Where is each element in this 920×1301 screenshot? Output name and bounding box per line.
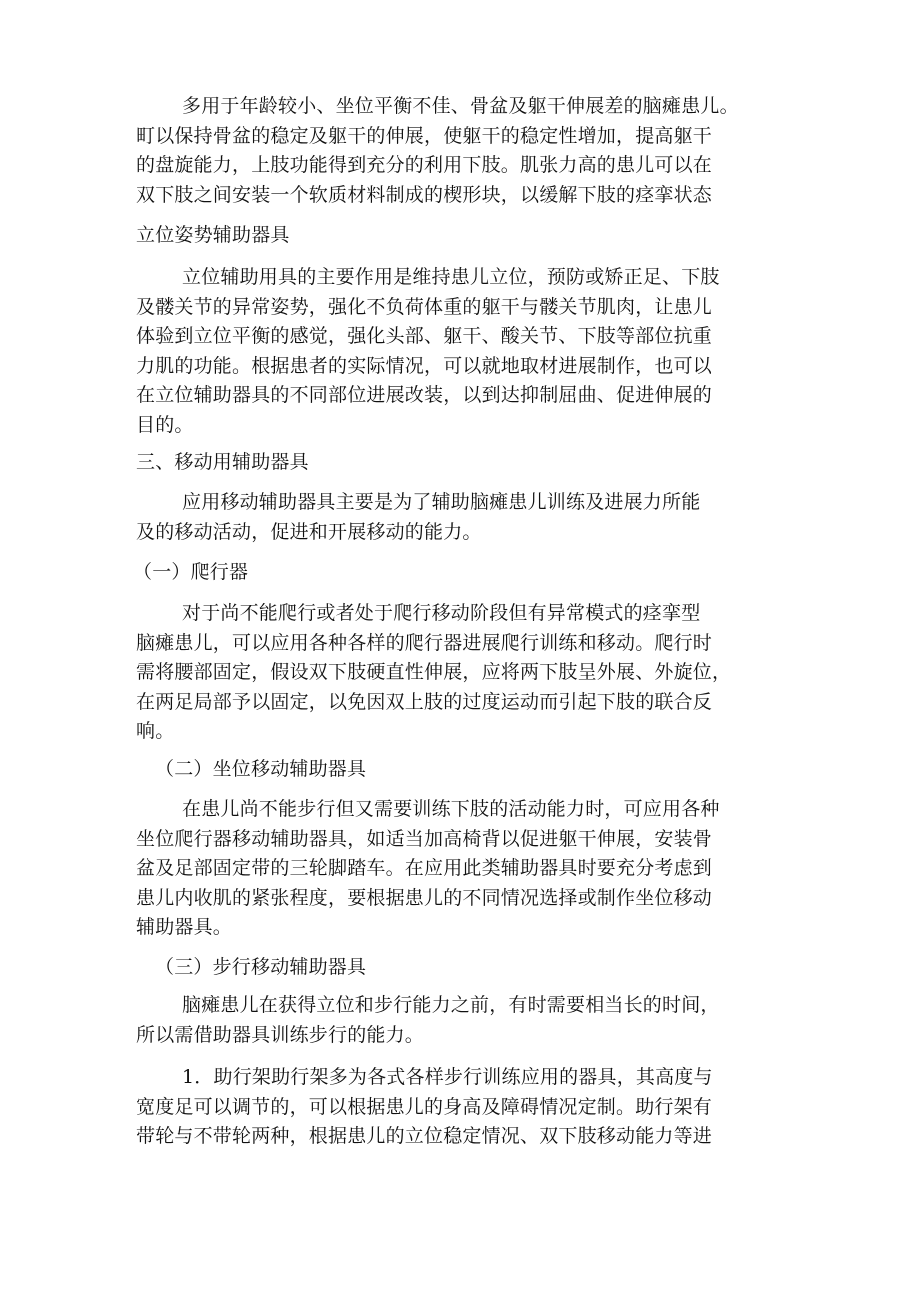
heading-walking-mobility: （三）步行移动辅助器具 <box>155 956 367 978</box>
heading-standing-aids: 立位姿势辅助器具 <box>136 224 290 246</box>
paragraph-sitting-mobility: 在患儿尚不能步行但又需要训练下肢的活动能力时，可应用各种 坐位爬行器移动辅助器具，如适当加高椅背以促进躯干伸展，安装骨 盆及足部固定带的三轮脚踏车。在应用此类辅助器具时要充分考虑到 患儿内收肌的紧张程度，要根据患儿的不同情况选择或制作坐位移动 辅助器具。 <box>136 798 720 938</box>
paragraph-standing-aids: 立位辅助用具的主要作用是维持患儿立位，预防或矫正足、下肢 及髅关节的异常姿势，强化不负荷体重的躯干与髅关节肌肉，让患儿 体验到立位平衡的感觉，强化头部、躯干、酸关节、下肢等部位抗重 力肌的功能。根据患者的实际情况，可以就地取材进展制作，也可以 在立位辅助器具的不同部位进展改装，以到达抑制屈曲、促进伸展的 目的。 <box>136 266 720 436</box>
paragraph-walker: 1．助行架助行架多为各式各样步行训练应用的器具，其高度与 宽度足可以调节的，可以根据患儿的身高及障碍情况定制。助行架有 带轮与不带轮两种，根据患儿的立位稳定情况、双下肢移动能力等进 <box>136 1066 713 1147</box>
paragraph-crawler: 对于尚不能爬行或者处于爬行移动阶段但有异常模式的痉挛型 脑瘫患儿，可以应用各种各样的爬行器进展爬行训练和移动。爬行时 需将腰部固定，假设双下肢硬直性伸展，应将两下肢呈外展、外旋位， 在两足局部予以固定，以免因双上肢的过度运动而引起下肢的联合反 响。 <box>136 602 732 742</box>
heading-sitting-mobility: （二）坐位移动辅助器具 <box>155 758 367 780</box>
paragraph-mobility-aids: 应用移动辅助器具主要是为了辅助脑瘫患儿训练及进展力所能 及的移动活动，促进和开展移动的能力。 <box>136 491 701 543</box>
heading-mobility-aids: 三、移动用辅助器具 <box>136 451 309 473</box>
heading-crawler: （一）爬行器 <box>133 561 249 583</box>
paragraph-sitting-aid-continued: 多用于年龄较小、坐位平衡不佳、骨盆及躯干伸展差的脑瘫患儿。 町以保持骨盆的稳定及躯干的伸展，使躯干的稳定性增加，提高躯干 的盘旋能力，上肢功能得到充分的利用下肢。肌张力高的患儿可以在 双下肢之间安装一个软质材料制成的楔形块，以缓解下肢的痉挛状态 <box>136 95 739 206</box>
paragraph-walking-intro: 脑瘫患儿在获得立位和步行能力之前，有时需要相当长的时间， 所以需借助器具训练步行的能力。 <box>136 994 720 1046</box>
